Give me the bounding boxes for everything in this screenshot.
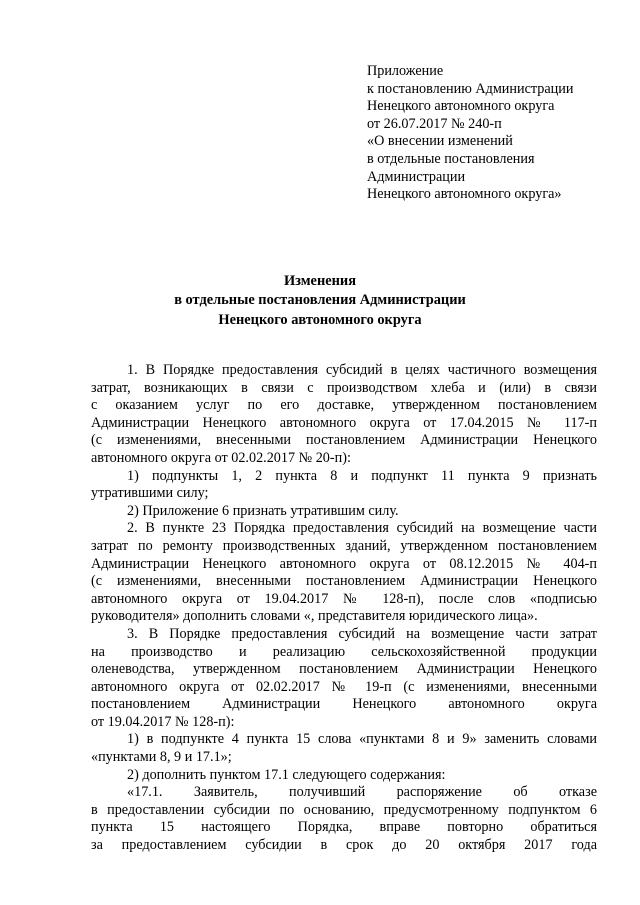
body-line: автономного округа от 02.02.2017 № 19-п (с изменениями, внесенными	[91, 678, 597, 695]
body-line: в предоставлении субсидии по основанию, предусмотренному подпунктом 6	[91, 801, 597, 818]
appendix-line: Ненецкого автономного округа»	[367, 186, 562, 203]
body-line: руководителя» дополнить словами «, представителя юридического лица».	[91, 608, 538, 625]
body-line: «17.1. Заявитель, получивший распоряжение об отказе	[127, 784, 597, 801]
body-line: 2) Приложение 6 признать утратившим силу.	[127, 502, 399, 519]
title-line: Ненецкого автономного округа	[218, 311, 422, 328]
appendix-line: Ненецкого автономного округа	[367, 98, 555, 115]
title-line: в отдельные постановления Администрации	[174, 292, 466, 309]
body-line: на производство и реализацию сельскохозяйственной продукции	[91, 643, 597, 660]
body-line: Администрации Ненецкого автономного округа от 17.04.2015 № 117-п	[91, 414, 597, 431]
document-body	[91, 362, 597, 855]
body-line: 2) дополнить пунктом 17.1 следующего содержания:	[127, 766, 446, 783]
body-line: утратившими силу;	[91, 485, 209, 502]
body-line: от 19.04.2017 № 128-п):	[91, 713, 235, 730]
appendix-header	[367, 63, 573, 204]
appendix-line: от 26.07.2017 № 240-п	[367, 115, 502, 132]
appendix-line: Приложение	[367, 63, 444, 79]
body-line: 3. В Порядке предоставления субсидий на возмещение части затрат	[127, 625, 597, 642]
body-line: автономного округа от 19.04.2017 № 128-п), после слов «подписью	[91, 590, 597, 607]
body-line: (с изменениями, внесенными постановлением Администрации Ненецкого	[91, 432, 597, 449]
body-line: (с изменениями, внесенными постановлением Администрации Ненецкого	[91, 573, 597, 590]
body-line: пункта 15 настоящего Порядка, вправе повторно обратиться	[91, 819, 597, 836]
body-line: 1. В Порядке предоставления субсидий в целях частичного возмещения	[127, 362, 597, 378]
body-line: 1) в подпункте 4 пункта 15 слова «пунктами 8 и 9» заменить словами	[127, 731, 597, 748]
appendix-line: «О внесении изменений	[367, 133, 513, 150]
body-line: затрат по ремонту производственных зданий, утвержденном постановлением	[91, 537, 597, 554]
body-line: 2. В пункте 23 Порядка предоставления субсидий на возмещение части	[127, 520, 597, 537]
body-line: 1) подпункты 1, 2 пункта 8 и подпункт 11 пункта 9 признать	[127, 467, 597, 484]
body-line: с оказанием услуг по его доставке, утвержденном постановлением	[91, 397, 597, 414]
appendix-line: в отдельные постановления	[367, 150, 535, 167]
body-line: «пунктами 8, 9 и 17.1»;	[91, 749, 232, 766]
title-line: Изменения	[283, 273, 356, 289]
body-line: автономного округа от 02.02.2017 № 20-п):	[91, 449, 351, 466]
body-line: оленеводства, утвержденном постановлением Администрации Ненецкого	[91, 661, 597, 678]
body-line: за предоставлением субсидии в срок до 20 октября 2017 года	[91, 837, 597, 854]
appendix-line: к постановлению Администрации	[367, 80, 574, 97]
document-title	[0, 272, 640, 330]
appendix-line: Администрации	[367, 168, 466, 185]
body-line: Администрации Ненецкого автономного округа от 08.12.2015 № 404-п	[91, 555, 597, 572]
body-line: затрат, возникающих в связи с производством хлеба и (или) в связи	[91, 379, 597, 396]
body-line: постановлением Администрации Ненецкого автономного округа	[91, 696, 597, 713]
